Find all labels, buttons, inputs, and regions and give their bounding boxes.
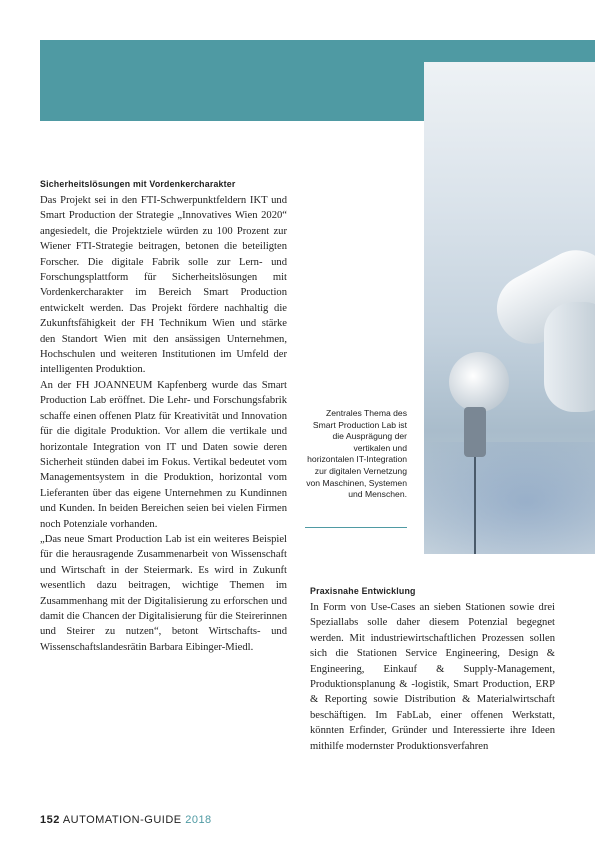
robot-lower-arm xyxy=(544,302,595,412)
paragraph: Das Projekt sei in den FTI-Schwerpunktfeldern IKT und Smart Production der Strategie „Innovatives Wien 2020“ angesiedelt, die Projektziele würden zu 100 Prozent zur Wiener FTI-Strategie beitragen, betonen die beteiligten Forscher. Die digitale Fabrik solle zur Lern- und Forschungsplattform für Sicherheitslösungen mit Vordenkercharakter im Bereich Smart Production entwickelt werden. Das Projekt fördere nachhaltig die Zukunftsfähigkeit der FH Technikum Wien und stärke den Standort Wien mit den ansässigen Unternehmen, Hochschulen und weiteren Institutionen im Umfeld der intelligenten Produktion. xyxy=(40,195,287,376)
paragraph: An der FH JOANNEUM Kapfenberg wurde das Smart Production Lab eröffnet. Die Lehr- und Forschungsfabrik schaffe einen offenen Platz für Kreativität und Innovation für die digitale Produktion. Vor allem die vertikale und horizontale Integration von IT und Daten sowie deren Sicherheit stünden dabei im Fokus. Vertikal bedeutet vom Managementsystem in die Produktion, horizontal vom Lieferanten über das eigene Unternehmen zu Kundinnen und Kunden. In beiden Bereichen seien bei vielen Firmen noch Potenziale vorhanden. xyxy=(40,379,287,530)
article-column-left xyxy=(40,193,287,655)
photo-caption: Zentrales Thema des Smart Production Lab ist die Ausprägung der vertikalen und horizontalen IT-Integration zur digitalen Vernetzung von Maschinen, Systemen und Menschen. xyxy=(306,408,407,500)
publication-name: AUTOMATION-GUIDE xyxy=(62,814,182,826)
section-heading: Praxisnahe Entwicklung xyxy=(310,586,416,596)
robot-joint xyxy=(449,352,509,412)
caption-divider xyxy=(305,527,407,528)
page-number: 152 xyxy=(40,814,60,826)
robot-wrist xyxy=(464,407,486,457)
article-column-right xyxy=(310,600,555,754)
robot-cable xyxy=(474,457,476,554)
section-heading: Sicherheitslösungen mit Vordenkercharakter xyxy=(40,179,236,189)
publication-year: 2018 xyxy=(185,814,212,826)
robot-arm-photo xyxy=(424,62,595,554)
paragraph: In Form von Use-Cases an sieben Stationen sowie drei Speziallabs solle daher diesem Potenzial begegnet werden. Mit industriewirtschaftlichen Prozessen sollen sich die Stationen Service Engineering, Design & Engineering, Einkauf & Supply-Management, Produktionsplanung & -logistik, Smart Production, ERP & Reporting sowie Distribution & Materialwirtschaft beschäftigen. Im FabLab, einer offenen Werkstatt, könnten Erfinder, Gründer und Interessierte ihre Ideen mithilfe modernster Produktionsverfahren xyxy=(310,602,555,752)
photo-background-glow xyxy=(424,442,595,554)
paragraph: „Das neue Smart Production Lab ist ein weiteres Beispiel für die herausragende Zusammenarbeit von Wissenschaft und Wirtschaft in der Steiermark. Es wird in Zukunft wesentlich dazu beitragen, wichtige Themen im Zusammenhang mit der Digitalisierung zu erforschen und damit die Chancen der Digitalisierung für die Steirerinnen und Steirer zu nutzen“, betont Wirtschafts- und Wissenschaftslandesrätin Barbara Eibinger-Miedl. xyxy=(40,533,287,653)
page-footer xyxy=(40,814,212,826)
